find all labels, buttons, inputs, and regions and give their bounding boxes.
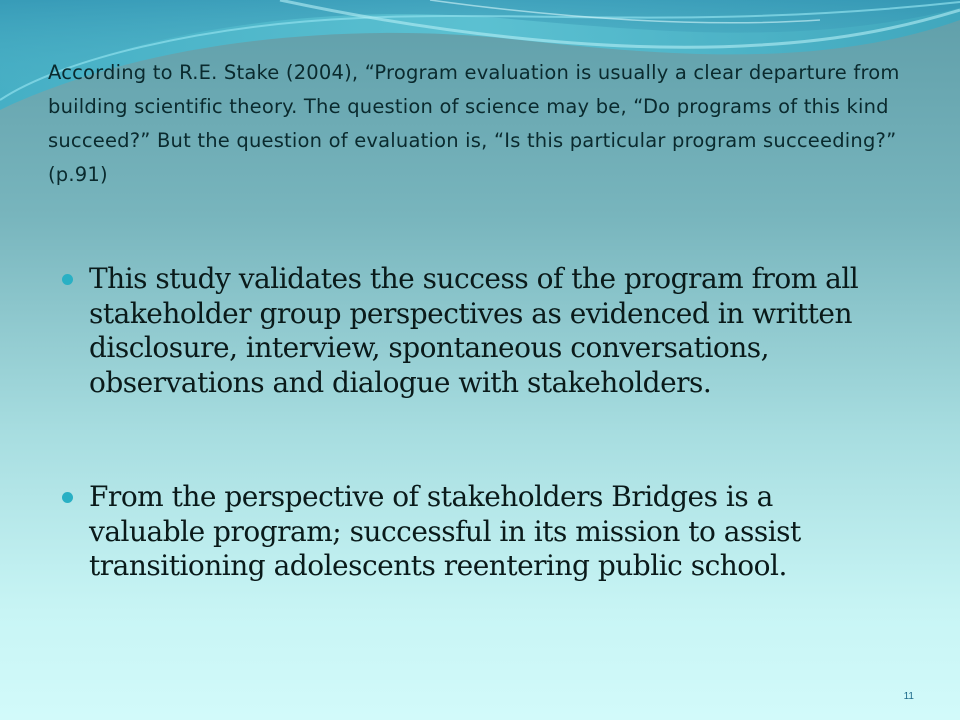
page-number: 11 — [903, 691, 914, 702]
bullet-item — [62, 480, 882, 584]
bullet-list — [62, 262, 882, 584]
bullet-item — [62, 262, 882, 400]
bullet-text: From the perspective of stakeholders Bridges is a valuable program; successful in its mission to assist transitioning adolescents reentering public school. — [89, 480, 801, 582]
bullet-text: This study validates the success of the program from all stakeholder group perspectives as evidenced in written disclosure, interview, spontaneous conversations, observations and dialogue with stakeholders. — [89, 262, 859, 399]
stake-quote: According to R.E. Stake (2004), “Program evaluation is usually a clear departure from building scientific theory. The question of science may be, “Do programs of this kind succeed?” But the question of evaluation is, “Is this particular program succeeding?” (p.91) — [48, 61, 900, 186]
bullet-dot-icon — [62, 492, 73, 503]
bullet-dot-icon — [62, 274, 73, 285]
